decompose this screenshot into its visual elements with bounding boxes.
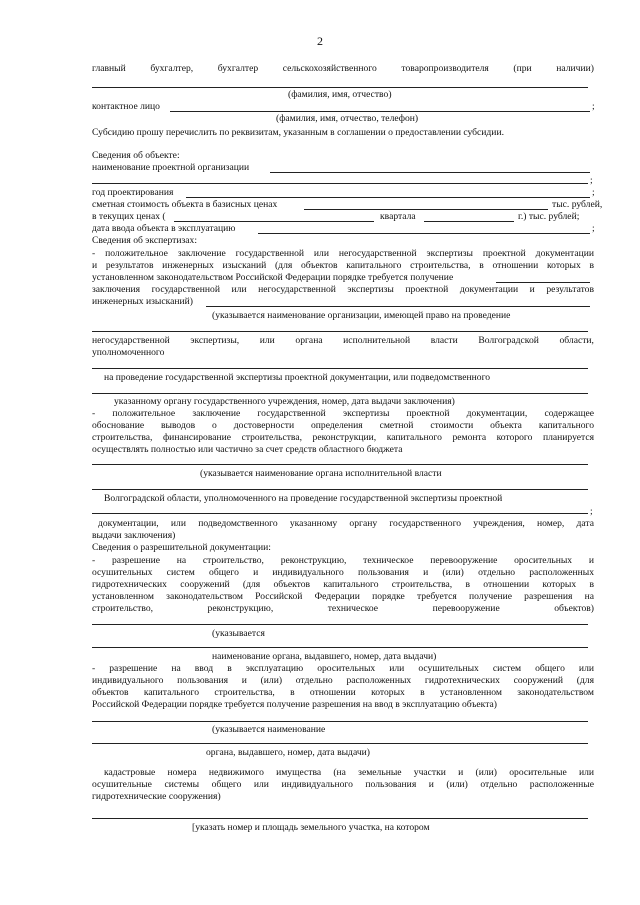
fill-line [496, 282, 590, 283]
fill-line [258, 233, 590, 234]
fill-line [424, 221, 514, 222]
cost-current-a: в текущих ценах ( [92, 211, 166, 222]
institution-caption: указанному органу государственного учреждения, номер, дата выдачи заключения) [114, 396, 455, 407]
commission-date-label: дата ввода объекта в эксплуатацию [92, 223, 236, 234]
positive-para-2: обоснование выводов о достоверности определения сметной стоимости объекта капитального [92, 420, 594, 431]
documentation-line [98, 518, 594, 529]
positive-para-4: осуществлять полностью или частично за счет средств областного бюджета [92, 444, 403, 455]
commission-para-2: индивидуального пользования и (или) отдельно расположенных гидротехнических сооружений (для [92, 675, 594, 686]
word: главный [92, 63, 126, 74]
permit-para-5: строительство, реконструкцию, техническое перевооружение объектов) [92, 603, 594, 614]
fill-line [92, 647, 588, 648]
word: негосударственной [92, 335, 170, 346]
issuer-caption-2: органа, выдавшего, номер, дата выдачи) [206, 747, 370, 758]
fill-line [92, 183, 588, 184]
expertise-caption: (указывается наименование организации, имеющей право на проведение [212, 310, 511, 321]
gov-exam-caption: на проведение государственной экспертизы проектной документации, или подведомственного [104, 372, 491, 383]
positive-para-1: - положительное заключение государственной экспертизы проектной документации, содержащее [92, 408, 594, 419]
commission-para-4: Российской Федерации порядке требуется получение разрешения на ввод в эксплуатацию объекта) [92, 699, 497, 710]
expertise-para-2: и результатов инженерных изысканий (для объектов капитального строительства, в отношении которых в [92, 260, 594, 271]
word: органа [295, 335, 323, 346]
word: Волгоградской [478, 335, 539, 346]
fill-line [92, 489, 588, 490]
word: учреждения, [473, 518, 525, 529]
fill-line [92, 818, 588, 819]
authorized-text: уполномоченного [92, 347, 165, 358]
permit-para-3: гидротехнических сооружений (для объектов капитального строительства, в отношении которых в [92, 579, 594, 590]
contact-end: ; [592, 101, 595, 112]
land-caption: [указать номер и площадь земельного участка, на котором [192, 822, 430, 833]
design-year-label: год проектирования [92, 187, 174, 198]
fill-line [92, 331, 588, 332]
fill-line [206, 306, 590, 307]
fill-line [186, 197, 590, 198]
contact-fill-line [170, 111, 590, 112]
word: экспертизы, [190, 335, 240, 346]
word: дата [576, 518, 594, 529]
cost-current-c: г.) тыс. рублей; [518, 211, 580, 222]
word: (при [513, 63, 532, 74]
fill-line [92, 721, 588, 722]
cadastral-para-2: осушительные системы общего или индивидуального пользования и (или) отдельно расположенные [92, 779, 594, 790]
word: документации, [98, 518, 159, 529]
commission-para-1: - разрешение на ввод в эксплуатацию оросительных или осушительных систем общего или [92, 663, 594, 674]
word: номер, [537, 518, 565, 529]
fill-line [92, 513, 588, 514]
semicolon: ; [592, 187, 595, 198]
word: указанному [289, 518, 338, 529]
fill-line [304, 209, 548, 210]
object-header: Сведения об объекте: [92, 150, 180, 161]
cost-current-b: квартала [380, 211, 416, 222]
fill-line [92, 87, 588, 88]
word: бухгалтер, [150, 63, 194, 74]
contact-caption: (фамилия, имя, отчество, телефон) [276, 113, 419, 124]
word: органу [349, 518, 378, 529]
commission-para-3: объектов капитального строительства, в отношении которых в установленном законодательством [92, 687, 594, 698]
exec-caption: (указывается наименование органа исполнительной власти [200, 468, 442, 479]
permit-para-4: установленном законодательством Российской Федерации порядке требуется получение разрешения на [92, 591, 594, 602]
fio-caption: (фамилия, имя, отчество) [288, 89, 392, 100]
expertise-para-5: инженерных изысканий) [92, 296, 193, 307]
volgograd-line: Волгоградской области, уполномоченного на проведение государственной экспертизы проектной [104, 493, 503, 504]
permit-para-2: осушительных систем общего и индивидуального пользования и (или) отдельно расположенных [92, 567, 594, 578]
indicated-name-caption: (указывается наименование [212, 724, 326, 735]
semicolon: ; [590, 506, 593, 517]
issue-date-line: выдачи заключения) [92, 530, 176, 541]
positive-para-3: строительства, финансирование строительства, реконструкции, капитального ремонта которого планируется [92, 432, 594, 443]
word: власти [430, 335, 458, 346]
cadastral-para-1: кадастровые номера недвижимого имущества (на земельные участки и (или) оросительные или [104, 767, 594, 778]
expertise-para-4: заключения государственной или негосударственной экспертизы проектной документации и результатов [92, 284, 594, 295]
expertise-para-1: - положительное заключение государственной или негосударственной экспертизы проектной документации [92, 248, 594, 259]
semicolon: ; [590, 175, 593, 186]
cost-base-label: сметная стоимость объекта в базисных ценах [92, 199, 278, 210]
issuer-caption-1: наименование органа, выдавшего, номер, дата выдачи) [212, 651, 437, 662]
fill-line [92, 624, 588, 625]
word: области, [559, 335, 594, 346]
word: товаропроизводителя [401, 63, 489, 74]
permit-header: Сведения о разрешительной документации: [92, 542, 271, 553]
word: сельскохозяйственного [282, 63, 377, 74]
fill-line [270, 172, 590, 173]
word: исполнительной [343, 335, 411, 346]
cadastral-para-3: гидротехнические сооружения) [92, 791, 221, 802]
contact-label: контактное лицо [92, 101, 160, 112]
word: подведомственного [198, 518, 278, 529]
word: или [259, 335, 275, 346]
cost-base-unit: тыс. рублей, [552, 199, 603, 210]
expertise-header: Сведения об экспертизах: [92, 235, 197, 246]
word: государственного [389, 518, 462, 529]
expertise-para-3: установленном законодательством Российской Федерации порядке требуется получение [92, 272, 454, 283]
fill-line [174, 221, 374, 222]
semicolon: ; [592, 223, 595, 234]
word: бухгалтер [217, 63, 259, 74]
fill-line [92, 368, 588, 369]
fill-line [92, 393, 588, 394]
indicated-caption: (указывается [212, 628, 265, 639]
word: наличии) [556, 63, 594, 74]
subsidy-request: Субсидию прошу перечислить по реквизитам, указанным в соглашении о предоставлении субсидии. [92, 127, 504, 138]
page-number: 2 [317, 34, 323, 48]
nongov-line [92, 335, 594, 346]
fill-line [92, 743, 588, 744]
fill-line [92, 464, 588, 465]
permit-para-1: - разрешение на строительство, реконструкцию, техническое перевооружение оросительных и [92, 555, 594, 566]
word: или [170, 518, 186, 529]
chief-accountant-line [92, 63, 594, 74]
project-org-label: наименование проектной организации [92, 162, 250, 173]
